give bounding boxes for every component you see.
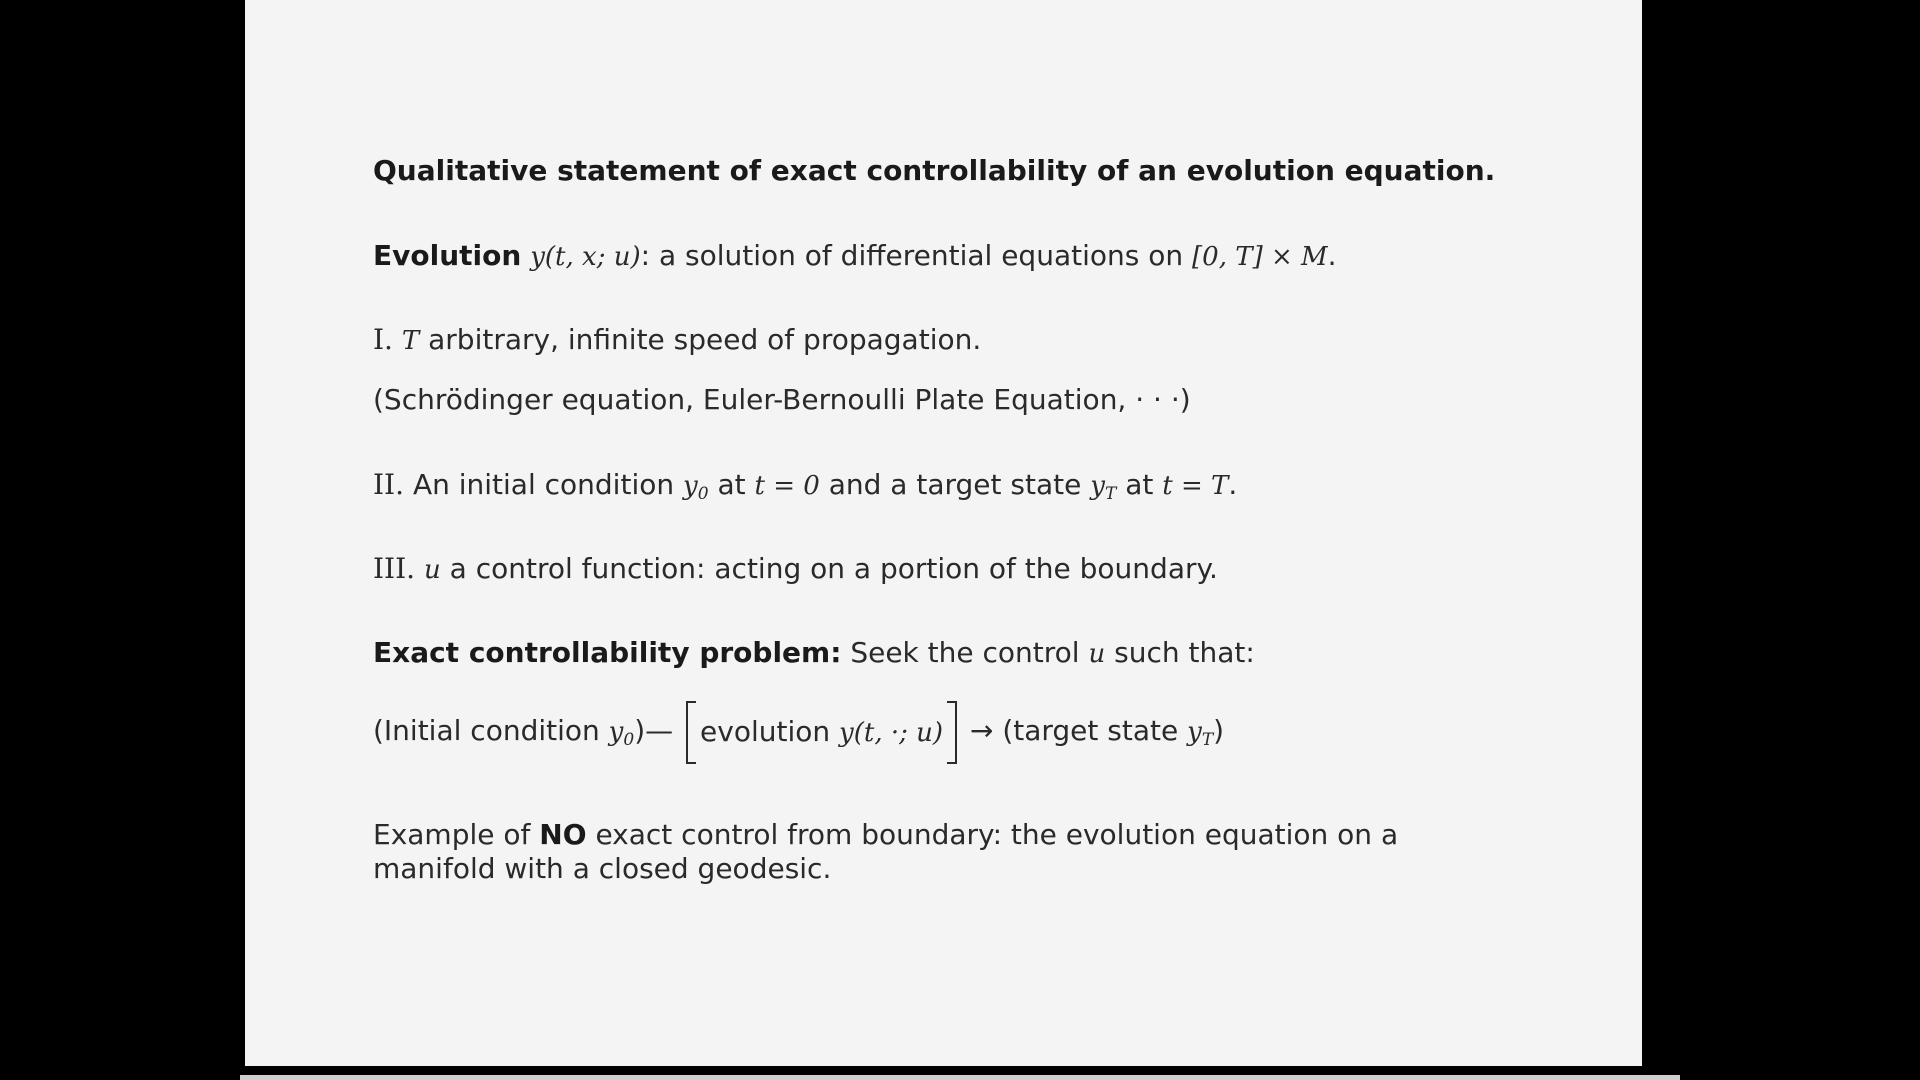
item-1-numeral: I. [373, 323, 393, 356]
problem-symbol: u [1088, 639, 1106, 669]
item-3 [373, 552, 1218, 587]
y0-symbol: $y_0$ [683, 471, 709, 504]
example-line-1 [373, 818, 1398, 852]
t-equals-0: t = 0 [754, 471, 820, 501]
item-2 [373, 468, 1237, 511]
problem-text-1: Seek the control [850, 636, 1080, 669]
item-2-text-1: An initial condition [412, 468, 675, 501]
item-2-end: . [1228, 468, 1238, 501]
control-flow [373, 714, 1224, 757]
flow-target-end: ) [1213, 714, 1225, 747]
item-1-text: arbitrary, infinite speed of propagation. [428, 323, 982, 356]
evolution-definition [373, 239, 1337, 274]
t-equals-T: t = T [1162, 471, 1229, 501]
evolution-end: . [1327, 239, 1337, 272]
examples-line: (Schrödinger equation, Euler-Bernoulli Plate Equation, · · ·) [373, 383, 1191, 416]
example-no: NO [539, 818, 587, 851]
evolution-domain: [0, T] × M [1192, 242, 1328, 272]
item-3-numeral: III. [373, 552, 416, 585]
item-1 [373, 323, 981, 358]
item-2-numeral: II. [373, 468, 405, 501]
item-1-symbol: T [401, 326, 420, 356]
example-text-2: exact control from boundary: the evolution equation on a [595, 818, 1399, 851]
evolution-text: : a solution of differential equations on [640, 239, 1184, 272]
item-2-text-3: and a target state [828, 468, 1082, 501]
evolution-box-symbol: y(t, ·; u) [839, 717, 944, 748]
item-3-text: a control function: acting on a portion of the boundary. [449, 552, 1218, 585]
item-2-text-4: at [1125, 468, 1154, 501]
evolution-symbol: y(t, x; u) [530, 242, 641, 272]
example-text-1: Example of [373, 818, 531, 851]
yT-symbol: $y_T$ [1090, 471, 1117, 504]
flow-target-symbol: $y_T$ [1187, 717, 1214, 750]
evolution-box [690, 715, 953, 750]
problem-text-2: such that: [1114, 636, 1255, 669]
flow-initial-end: )— [634, 714, 674, 747]
example-line-2: manifold with a closed geodesic. [373, 852, 832, 885]
flow-arrow: → [969, 714, 994, 747]
problem-label: Exact controllability problem: [373, 636, 842, 669]
item-2-text-2: at [717, 468, 746, 501]
problem-statement [373, 636, 1255, 671]
evolution-box-text: evolution [700, 714, 831, 748]
flow-initial: (Initial condition [373, 714, 600, 747]
bottom-strip [240, 1075, 1680, 1080]
slide-title: Qualitative statement of exact controllability of an evolution equation. [373, 154, 1496, 187]
evolution-label: Evolution [373, 239, 522, 272]
item-3-symbol: u [424, 555, 441, 585]
flow-target: (target state [1002, 714, 1179, 747]
flow-initial-symbol: $y_0$ [608, 717, 635, 750]
